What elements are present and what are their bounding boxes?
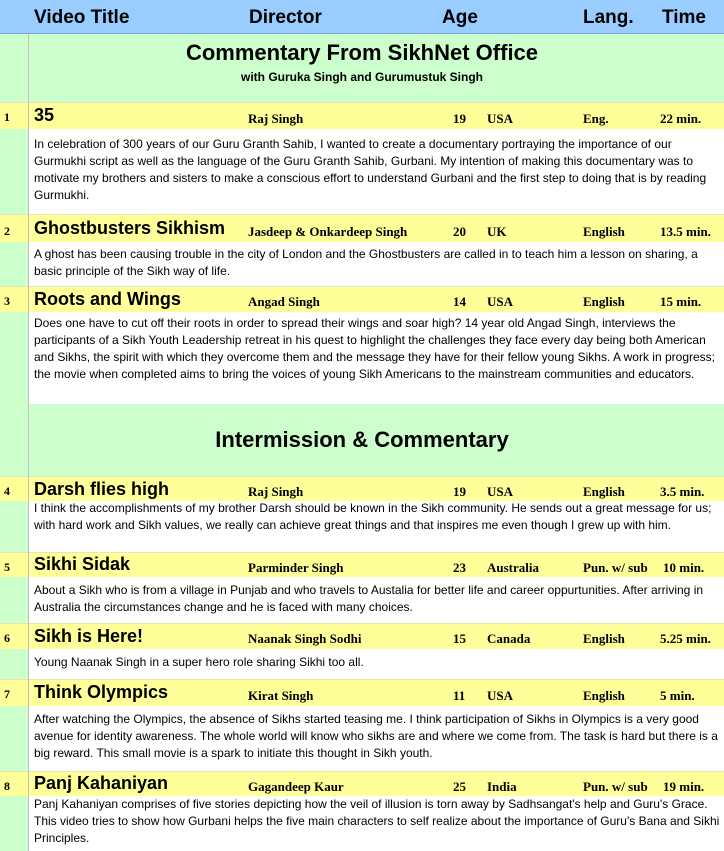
video-director: Angad Singh [248, 294, 320, 309]
video-number: 3 [4, 294, 10, 308]
video-age: 15 [453, 631, 466, 646]
video-row-1 [0, 102, 724, 129]
video-number: 1 [4, 110, 10, 124]
video-row-2 [0, 214, 724, 242]
description-text: Young Naanak Singh in a super hero role sharing Sikhi too all. [34, 655, 364, 669]
video-description-1 [0, 129, 724, 214]
video-age: 14 [453, 294, 466, 309]
video-title: Ghostbusters Sikhism [34, 218, 226, 238]
video-language: English [583, 484, 625, 499]
description-text: A ghost has been causing trouble in the city of London and the Ghostbusters are called in to teach him a lesson on sharing, a basic principle of the Sikh way of life. [34, 247, 698, 278]
video-title: Darsh flies high [34, 479, 170, 499]
video-title: Think Olympics [34, 682, 169, 702]
video-number: 8 [4, 779, 10, 793]
video-row-6 [0, 623, 724, 649]
video-description-4 [0, 501, 724, 552]
video-title: Panj Kahaniyan [34, 773, 169, 793]
video-age: 23 [453, 560, 466, 575]
video-row-8 [0, 771, 724, 796]
video-language: English [583, 224, 625, 239]
video-duration: 22 min. [660, 111, 702, 126]
video-duration: 13.5 min. [660, 224, 711, 239]
section-subtitle: with Guruka Singh and Gurumustuk Singh [240, 70, 483, 84]
section-title: Intermission & Commentary [215, 427, 509, 452]
video-director: Gagandeep Kaur [248, 779, 344, 794]
video-description-7 [0, 706, 724, 771]
video-description-8 [0, 796, 724, 851]
header-time: Time [662, 7, 707, 28]
video-country: USA [487, 294, 514, 309]
video-age: 11 [453, 688, 466, 703]
video-number: 5 [4, 560, 10, 574]
video-description-6 [0, 649, 724, 679]
section-title: Commentary From SikhNet Office [185, 40, 539, 65]
video-description-2 [0, 242, 724, 286]
header-lang: Lang. [583, 7, 634, 28]
video-age: 19 [453, 111, 466, 126]
video-director: Naanak Singh Sodhi [248, 631, 362, 646]
video-description-3 [0, 312, 724, 404]
video-language: English [583, 631, 625, 646]
video-age: 25 [453, 779, 466, 794]
video-country: USA [487, 484, 514, 499]
video-number: 6 [4, 631, 10, 645]
video-duration: 19 min. [663, 779, 705, 794]
video-language: English [583, 294, 625, 309]
video-director: Raj Singh [248, 111, 304, 126]
video-age: 19 [453, 484, 466, 499]
video-title: 35 [34, 105, 55, 125]
video-title: Sikh is Here! [34, 626, 144, 646]
video-description-5 [0, 577, 724, 623]
video-country: USA [487, 111, 514, 126]
description-text: I think the accomplishments of my brother Darsh should be known in the Sikh community. He sends out a great message for us; with hard work and Sikh values, we really can achieve great things and that inspires me even though I grew up with him. [34, 501, 712, 532]
video-row-7 [0, 679, 724, 706]
video-language: Pun. w/ sub [583, 779, 648, 794]
video-number: 7 [4, 687, 10, 701]
video-country: Canada [487, 631, 531, 646]
video-director: Jasdeep & Onkardeep Singh [248, 224, 408, 239]
video-country: Australia [487, 560, 539, 575]
description-text: Panj Kahaniyan comprises of five stories depicting how the veil of illusion is torn away by Sadhsangat's help and Guru's Grace. This video tries to show how Gurbani helps the five main characters to self realize about the importance of Guru's Bana and Sikhi Principles. [34, 797, 720, 845]
description-text: In celebration of 300 years of our Guru Granth Sahib, I wanted to create a documentary portraying the importance of our Gurmukhi script as well as the language of the Guru Granth Sahib, Gurbani. My intention of making this documentary was to motivate my brothers and sisters to make a conscious effort to understand Gurbani and the first step to doing that is by reading Gurmukhi. [34, 137, 707, 202]
description-text: About a Sikh who is from a village in Punjab and who travels to Austalia for better life and career oppurtunities. After arriving in Australia the circumstances change and he is faced with many choices. [34, 583, 704, 614]
video-country: USA [487, 688, 514, 703]
column-header-row [0, 0, 724, 34]
video-row-3 [0, 286, 724, 312]
video-duration: 15 min. [660, 294, 702, 309]
section-intermission [0, 404, 724, 476]
video-age: 20 [453, 224, 466, 239]
header-age: Age [442, 7, 478, 28]
video-director: Kirat Singh [248, 688, 314, 703]
video-row-5 [0, 552, 724, 577]
video-country: India [487, 779, 517, 794]
video-number: 4 [4, 484, 10, 498]
video-title: Roots and Wings [34, 289, 181, 309]
description-text: Does one have to cut off their roots in order to spread their wings and soar high? 14 year old Angad Singh, interviews the participants of a Sikh Youth Leadership retreat in his quest to highlight the challenges they face every day being both American and Sikhs, the spirit with which they overcome them and the message they have for their fellow young Sikhs. A work in progress; the movie when completed aims to bring the voices of young Sikh Americans to the mainstream communities and educators. [34, 316, 716, 381]
video-country: UK [487, 224, 507, 239]
video-language: Pun. w/ sub [583, 560, 648, 575]
video-title: Sikhi Sidak [34, 554, 131, 574]
video-duration: 10 min. [663, 560, 705, 575]
description-text: After watching the Olympics, the absence of Sikhs started teasing me. I think participation of Sikhs in Olympics is a very good avenue for identity awareness. The whole world will know who sikhs are and where we come from. The task is hard but there is a big reward. This small movie is a spark to initiate this thought in Sikh youth. [34, 712, 718, 760]
grid-line [28, 34, 29, 851]
video-language: English [583, 688, 625, 703]
section-commentary [0, 34, 724, 102]
video-duration: 3.5 min. [660, 484, 705, 499]
video-director: Raj Singh [248, 484, 304, 499]
video-duration: 5.25 min. [660, 631, 711, 646]
video-language: Eng. [583, 111, 609, 126]
video-number: 2 [4, 224, 10, 238]
header-video-title: Video Title [34, 7, 130, 28]
video-row-4 [0, 476, 724, 501]
header-director: Director [249, 7, 322, 28]
video-duration: 5 min. [660, 688, 695, 703]
video-director: Parminder Singh [248, 560, 344, 575]
